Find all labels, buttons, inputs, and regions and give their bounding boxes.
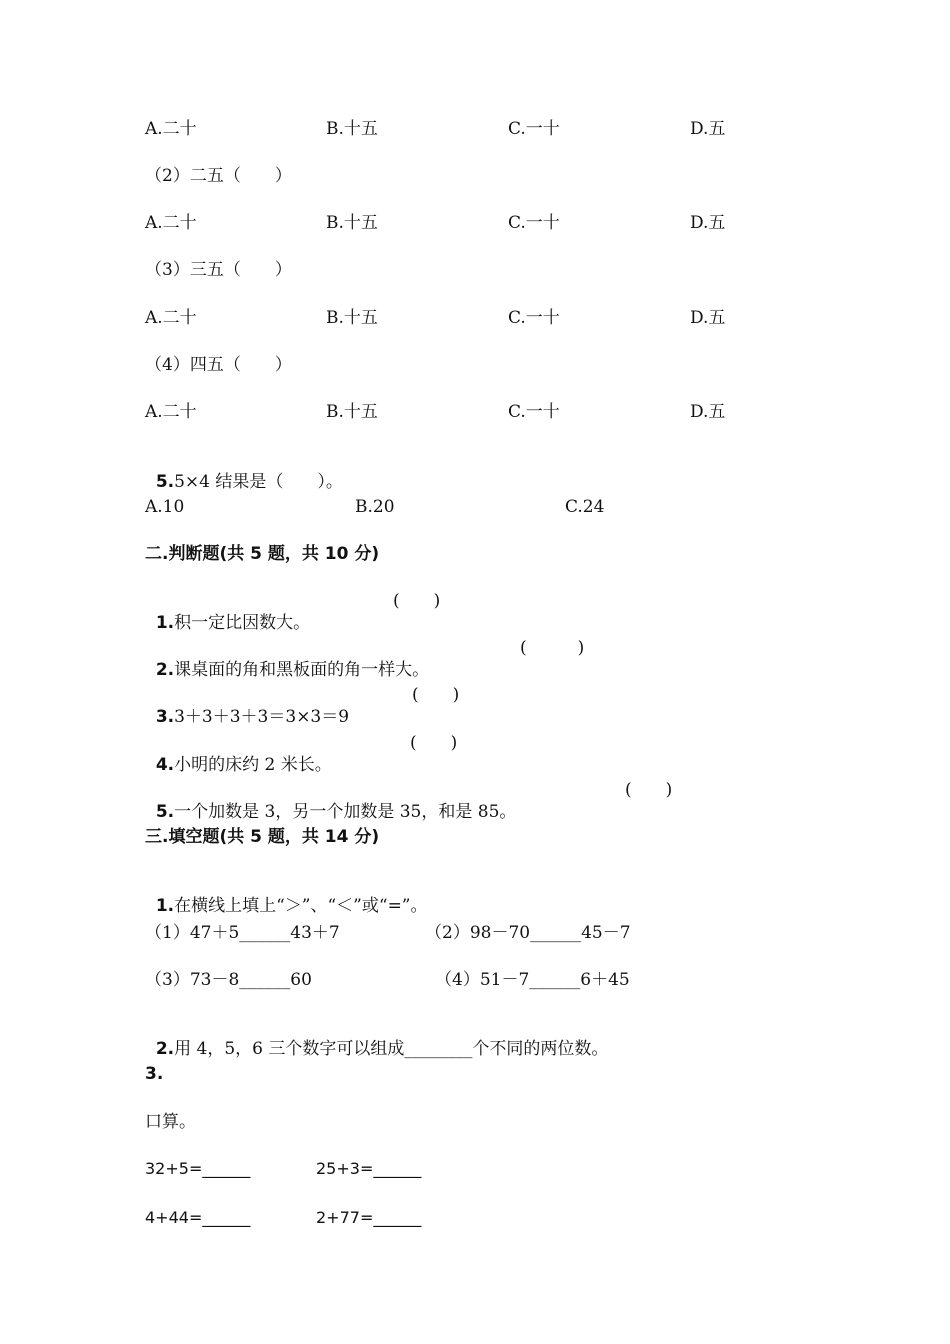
question-text: 5×4 结果是（ ）。: [174, 472, 343, 492]
answer-paren: ( ): [412, 685, 460, 705]
fill-part-4: （4）51－7______6＋45: [435, 970, 630, 990]
fill-part-1: （1）47＋5______43＋7: [145, 923, 340, 943]
sub-question-3: （3）三五（ ）: [145, 260, 292, 280]
fill-part-2: （2）98－70______45－7: [425, 923, 631, 943]
option-c: C.24: [565, 497, 605, 517]
question-text: 3＋3＋3＋3＝3×3＝9: [174, 707, 350, 727]
question-text: 一个加数是 3，另一个加数是 35，和是 85。: [174, 802, 517, 822]
option-d: D.五: [690, 213, 726, 233]
judge-item-4: [145, 732, 332, 776]
fill-part-3: （3）73－8______60: [145, 970, 312, 990]
sub-question-4: （4）四五（ ）: [145, 355, 292, 375]
section-title: 三.填空题(共 5 题，共 14 分): [145, 827, 380, 847]
option-a: A.二十: [145, 213, 197, 233]
question-text: 课桌面的角和黑板面的角一样大。: [174, 660, 430, 680]
fill-question-2: [145, 1016, 608, 1060]
question-number: 5.: [155, 472, 175, 492]
judge-item-1: [145, 590, 310, 634]
question-number: 2.: [155, 1039, 175, 1059]
option-b: B.20: [355, 497, 395, 517]
question-5: [145, 449, 343, 493]
answer-paren: ( ): [393, 591, 441, 611]
sub-question-2: （2）二五（ ）: [145, 166, 292, 186]
question-number: 4.: [155, 755, 175, 775]
option-d: D.五: [690, 308, 726, 328]
option-d: D.五: [690, 402, 726, 422]
option-a: A.二十: [145, 119, 197, 139]
option-b: B.十五: [326, 308, 378, 328]
option-a: A.二十: [145, 308, 197, 328]
option-c: C.一十: [508, 119, 560, 139]
option-b: B.十五: [326, 402, 378, 422]
question-number: 1.: [155, 896, 175, 916]
option-c: C.一十: [508, 213, 560, 233]
oral-calc-heading: 口算。: [145, 1112, 196, 1132]
judge-item-5: [145, 779, 516, 823]
oral-calc-item: 2+77=______: [316, 1208, 422, 1227]
option-d: D.五: [690, 119, 726, 139]
question-number: 3.: [155, 707, 175, 727]
option-b: B.十五: [326, 213, 378, 233]
question-number: 3.: [145, 1064, 164, 1084]
question-text: 用 4，5，6 三个数字可以组成________个不同的两位数。: [174, 1039, 609, 1059]
option-c: C.一十: [508, 402, 560, 422]
judge-item-2: [145, 637, 429, 681]
option-a: A.10: [145, 497, 185, 517]
question-text: 在横线上填上“＞”、“＜”或“=”。: [174, 896, 428, 916]
answer-paren: ( ): [625, 780, 673, 800]
oral-calc-item: 32+5=______: [145, 1159, 251, 1178]
question-number: 5.: [155, 802, 175, 822]
section-title: 二.判断题(共 5 题，共 10 分): [145, 544, 380, 564]
judge-item-3: [145, 684, 349, 728]
oral-calc-item: 25+3=______: [316, 1159, 422, 1178]
question-number: 1.: [155, 613, 175, 633]
option-a: A.二十: [145, 402, 197, 422]
question-text: 小明的床约 2 米长。: [174, 755, 332, 775]
option-c: C.一十: [508, 308, 560, 328]
oral-calc-item: 4+44=______: [145, 1208, 251, 1227]
question-text: 积一定比因数大。: [174, 613, 311, 633]
answer-paren: ( ): [410, 733, 458, 753]
fill-question-1: [145, 873, 428, 917]
answer-paren: ( ): [520, 638, 585, 658]
option-b: B.十五: [326, 119, 378, 139]
question-number: 2.: [155, 660, 175, 680]
